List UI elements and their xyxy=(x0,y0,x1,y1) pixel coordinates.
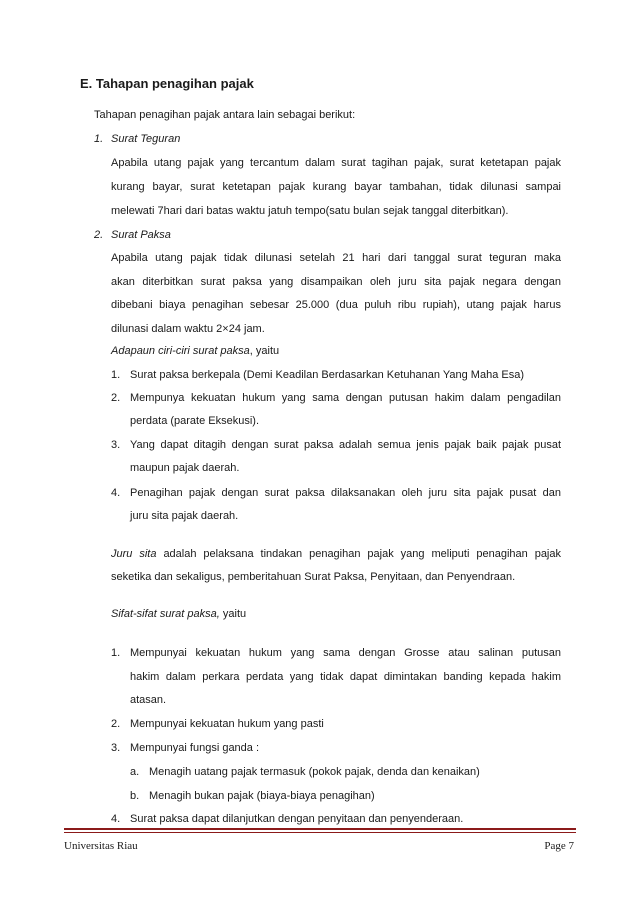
list-number: 2. xyxy=(111,718,121,730)
list-item: Surat paksa berkepala (Demi Keadilan Berdasarkan Ketuhanan Yang Maha Esa) xyxy=(130,369,525,381)
list-item-continuation: atasan. xyxy=(130,694,167,706)
sifat-label-line xyxy=(111,607,246,621)
juru-sita-definition xyxy=(111,547,561,561)
list-item: Mempunyai kekuatan hukum yang sama dengan Grosse atau salinan putusan xyxy=(130,647,561,659)
juru-sita-term: Juru sita xyxy=(111,548,157,560)
list-item-continuation: juru sita pajak daerah. xyxy=(130,510,239,522)
list-item-continuation: perdata (parate Eksekusi). xyxy=(130,415,260,427)
footer-page-number: Page 7 xyxy=(544,840,574,852)
paragraph-line: dibebani biaya penagihan sebesar 25.000 (dua puluh ribu rupiah), utang pajak harus xyxy=(111,299,561,311)
item-title-surat-teguran: Surat Teguran xyxy=(111,133,181,145)
list-number: 1. xyxy=(111,647,121,659)
item-number: 1. xyxy=(94,133,104,145)
list-item: Surat paksa dapat dilanjutkan dengan penyitaan dan penyenderaan. xyxy=(130,813,464,825)
list-item: Yang dapat ditagih dengan surat paksa adalah semua jenis pajak baik pajak pusat xyxy=(130,439,561,451)
paragraph-line: akan diterbitkan surat paksa yang disampaikan oleh juru sita pajak negara dengan xyxy=(111,276,561,288)
list-item: Mempunyai fungsi ganda : xyxy=(130,742,260,754)
list-number: 3. xyxy=(111,742,121,754)
list-item: Mempunyai kekuatan hukum yang pasti xyxy=(130,718,324,730)
ciri-label-line xyxy=(111,344,279,358)
sifat-suffix: yaitu xyxy=(219,608,247,620)
section-heading: E. Tahapan penagihan pajak xyxy=(80,76,254,91)
paragraph-line: melewati 7hari dari batas waktu jatuh tempo(satu bulan sejak tanggal diterbitkan). xyxy=(111,205,509,217)
juru-sita-text: adalah pelaksana tindakan penagihan pajak yang meliputi penagihan pajak xyxy=(156,548,561,560)
sublist-item: Menagih uatang pajak termasuk (pokok pajak, denda dan kenaikan) xyxy=(149,766,480,778)
list-number: 1. xyxy=(111,369,121,381)
list-item: Penagihan pajak dengan surat paksa dilaksanakan oleh juru sita pajak pusat dan xyxy=(130,487,561,499)
footer-rule-thick xyxy=(64,828,576,830)
paragraph-line: Apabila utang pajak yang tercantum dalam surat tagihan pajak, surat ketetapan pajak xyxy=(111,157,561,169)
list-item-continuation: hakim dalam perkara perdata yang tidak dapat dimintakan banding kepada hakim xyxy=(130,671,561,683)
list-item-continuation: maupun pajak daerah. xyxy=(130,462,240,474)
section-intro: Tahapan penagihan pajak antara lain sebagai berikut: xyxy=(94,109,356,121)
paragraph-line: kurang bayar, surat ketetapan pajak kurang bayar tambahan, tidak dilunasi sampai xyxy=(111,181,561,193)
footer-rule-thin xyxy=(64,832,576,833)
item-number: 2. xyxy=(94,229,104,241)
sublist-letter: a. xyxy=(130,766,140,778)
paragraph-line: seketika dan sekaligus, pemberitahuan Surat Paksa, Penyitaan, dan Penyendraan. xyxy=(111,571,516,583)
list-item: Mempunya kekuatan hukum yang sama dengan putusan hakim dalam pengadilan xyxy=(130,392,561,404)
list-number: 3. xyxy=(111,439,121,451)
sublist-item: Menagih bukan pajak (biaya-biaya penagihan) xyxy=(149,790,375,802)
ciri-suffix: , yaitu xyxy=(249,345,280,357)
item-title-surat-paksa: Surat Paksa xyxy=(111,229,171,241)
list-number: 4. xyxy=(111,487,121,499)
ciri-label: Adapaun ciri-ciri surat paksa xyxy=(111,345,250,357)
list-number: 4. xyxy=(111,813,121,825)
paragraph-line: dilunasi dalam waktu 2×24 jam. xyxy=(111,323,265,335)
sifat-label: Sifat-sifat surat paksa, xyxy=(111,608,220,620)
footer-institution: Universitas Riau xyxy=(64,840,138,852)
list-number: 2. xyxy=(111,392,121,404)
sublist-letter: b. xyxy=(130,790,140,802)
paragraph-line: Apabila utang pajak tidak dilunasi setelah 21 hari dari tanggal surat teguran maka xyxy=(111,252,561,264)
